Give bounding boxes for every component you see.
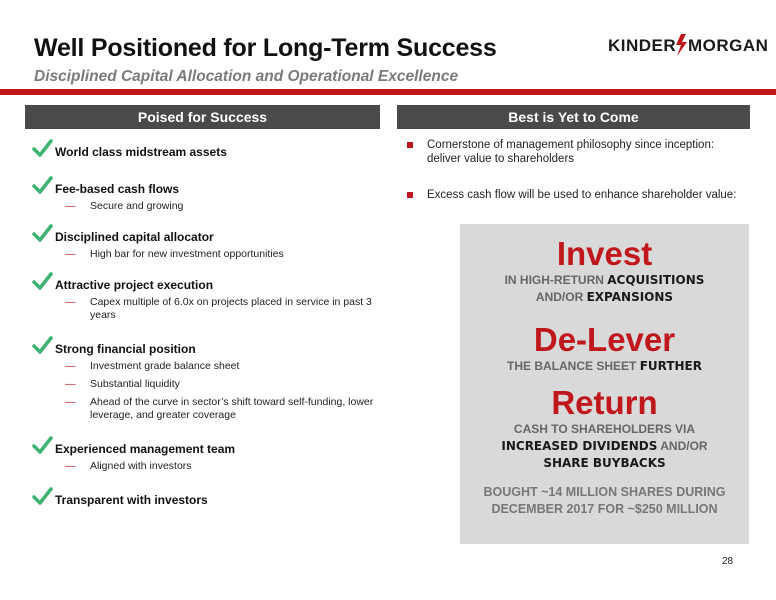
check-icon	[32, 272, 52, 292]
invest-line-1: IN HIGH-RETURN ACQUISITIONS	[504, 273, 705, 287]
right-column-header: Best is Yet to Come	[397, 105, 750, 129]
check-icon	[32, 487, 52, 507]
poised-for-success-list	[34, 145, 380, 508]
header-divider	[0, 89, 776, 95]
invest-line-2: AND/OR EXPANSIONS	[535, 290, 674, 304]
buyback-note-line-1: BOUGHT ~14 MILLION SHARES DURING	[483, 485, 726, 499]
sub-item: — High bar for new investment opportunities	[65, 248, 284, 260]
logo-text-left: KINDER	[608, 36, 677, 55]
page-subtitle: Disciplined Capital Allocation and Operational Excellence	[34, 68, 459, 85]
delever-title: De-Lever	[533, 321, 676, 358]
list-item	[34, 493, 380, 508]
check-icon	[32, 436, 52, 456]
page-number: 28	[722, 556, 734, 567]
list-item	[34, 442, 380, 473]
list-item: Cornerstone of management philosophy since inception: deliver value to shareholders	[405, 138, 750, 166]
list-item: Excess cash flow will be used to enhance shareholder value:	[405, 188, 750, 202]
sub-item: — Capex multiple of 6.0x on projects placed in service in past 3 years	[65, 296, 372, 321]
return-title: Return	[551, 384, 658, 421]
company-logo	[608, 34, 769, 56]
item-label: Experienced management team	[55, 442, 236, 456]
item-label: Disciplined capital allocator	[55, 230, 214, 244]
check-icon	[32, 176, 52, 196]
list-item	[34, 278, 380, 322]
return-line-3: SHARE BUYBACKS	[543, 456, 666, 470]
lightning-bolt-icon	[676, 34, 687, 56]
list-item	[34, 342, 380, 422]
delever-line-1: THE BALANCE SHEET FURTHER	[507, 359, 702, 373]
best-is-yet-to-come-list	[405, 138, 750, 224]
left-column-header: Poised for Success	[25, 105, 380, 129]
invest-title: Invest	[556, 235, 653, 272]
sub-item: — Substantial liquidity	[65, 378, 180, 390]
item-label: Fee-based cash flows	[55, 182, 180, 196]
sub-item: — Investment grade balance sheet	[65, 360, 240, 372]
check-icon	[32, 224, 52, 244]
return-line-1: CASH TO SHAREHOLDERS VIA	[513, 422, 696, 436]
shareholder-value-box	[460, 224, 749, 544]
buyback-note-line-2: DECEMBER 2017 FOR ~$250 MILLION	[491, 502, 718, 516]
list-item	[34, 182, 380, 213]
logo-text-right: MORGAN	[688, 36, 769, 55]
sub-item: — Ahead of the curve in sector’s shift toward self-funding, lower leverage, and greater coverage	[65, 396, 374, 421]
page-title: Well Positioned for Long-Term Success	[34, 34, 497, 62]
item-label: Attractive project execution	[55, 278, 214, 292]
list-item	[34, 145, 380, 160]
check-icon	[32, 139, 52, 159]
sub-item: — Secure and growing	[65, 200, 184, 212]
item-label: World class midstream assets	[55, 145, 227, 159]
return-line-2: INCREASED DIVIDENDS AND/OR	[501, 439, 708, 453]
square-bullet-icon	[407, 142, 413, 148]
list-item	[34, 230, 380, 261]
item-label: Transparent with investors	[55, 493, 208, 507]
check-icon	[32, 336, 52, 356]
sub-item: — Aligned with investors	[65, 460, 192, 472]
square-bullet-icon	[407, 192, 413, 198]
item-label: Strong financial position	[55, 342, 196, 356]
